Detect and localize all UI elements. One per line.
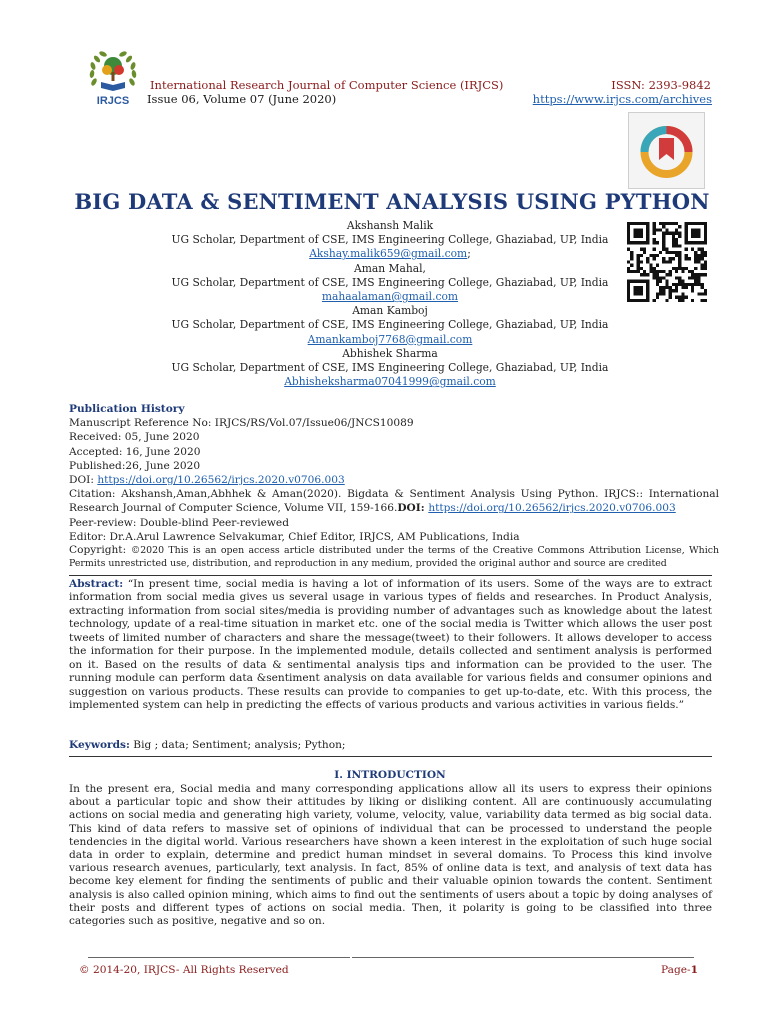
issn: ISSN: 2393-9842 bbox=[611, 78, 711, 92]
page-label: Page- bbox=[661, 964, 691, 976]
author-name: Abhishek Sharma bbox=[342, 346, 438, 360]
author-email[interactable]: Akshay.malik659@gmail.com bbox=[309, 247, 468, 261]
section-heading-introduction: I. INTRODUCTION bbox=[334, 769, 446, 781]
crossref-badge-icon[interactable] bbox=[628, 112, 705, 189]
manuscript-reference: Manuscript Reference No: IRJCS/RS/Vol.07/Issue06/JNCS10089 bbox=[69, 417, 414, 430]
author-name: Aman Mahal, bbox=[354, 261, 426, 275]
publication-history-heading: Publication History bbox=[69, 403, 185, 415]
citation bbox=[69, 487, 719, 515]
citation-doi-link[interactable]: https://doi.org/10.26562/irjcs.2020.v0706.003 bbox=[428, 502, 676, 515]
doi-label: DOI: bbox=[69, 474, 98, 487]
page-number bbox=[661, 964, 698, 976]
author-affiliation: UG Scholar, Department of CSE, IMS Engineering College, Ghaziabad, UP, India bbox=[171, 318, 609, 332]
author-email[interactable]: mahaalaman@gmail.com bbox=[321, 290, 459, 304]
author-name: Akshansh Malik bbox=[346, 219, 434, 232]
received-date: Received: 05, June 2020 bbox=[69, 431, 200, 444]
doi-link[interactable]: https://doi.org/10.26562/irjcs.2020.v0706.003 bbox=[97, 474, 345, 487]
paper-title: BIG DATA & SENTIMENT ANALYSIS USING PYTHON bbox=[74, 189, 710, 214]
journal-name: International Research Journal of Computer Science (IRJCS) bbox=[150, 78, 504, 92]
footer-rule-right bbox=[352, 957, 694, 958]
abstract-bottom-rule bbox=[69, 756, 712, 757]
citation-text: Citation: Akshansh,Aman,Abhhek & Aman(2020). Bigdata & Sentiment Analysis Using Python. IRJCS:: International Research Journal of Computer Science, Volume VII, 159-166. bbox=[69, 488, 719, 515]
author-email[interactable]: Amankamboj7768@gmail.com bbox=[307, 332, 473, 346]
qr-code-icon bbox=[627, 222, 707, 302]
archive-link[interactable]: https://www.irjcs.com/archives bbox=[532, 92, 712, 106]
publication-history bbox=[69, 402, 719, 570]
keywords bbox=[69, 739, 345, 751]
author-name: Aman Kamboj bbox=[352, 304, 428, 318]
journal-logo bbox=[80, 46, 146, 108]
copyright-text: ©2020 This is an open access article distributed under the terms of the Creative Commons Attribution License, Which Permits unrestricted use, distribution, and reproduction in any medium, provided the original author and source are credited bbox=[69, 545, 719, 569]
author-affiliation: UG Scholar, Department of CSE, IMS Engineering College, Ghaziabad, UP, India bbox=[171, 275, 609, 289]
author-affiliation: UG Scholar, Department of CSE, IMS Engineering College, Ghaziabad, UP, India bbox=[171, 233, 609, 247]
introduction-paragraph: In the present era, Social media and many corresponding applications allow all its users to express their opinions about a particular topic and show their attitudes by liking or disliking content. All are continuously accumulating actions on social media and generating high variety, volume, velocity, value, variability data termed as big social data. This kind of data refers to massive set of opinions of individual that can be processed to understand the people tendencies in the digital world. Various researchers have shown a keen interest in the exploitation of such huge social data in order to explain, determine and predict human mindset in several domains. To Process this kind involve various research avenues, particularly, text analysis. In fact, 85% of online data is text, and analysis of text data has become key element for finding the sentiments of public and their valuable opinion towards the content. Sentiment analysis is also called opinion mining, which aims to find out the sentiments of users about a topic by doing analyses of their posts and different types of actions on social media. Then, it polarity is going to be classified into three categories such as positive, negative and so on. bbox=[69, 783, 712, 928]
keywords-text: Big ; data; Sentiment; analysis; Python; bbox=[129, 739, 346, 751]
editor: Editor: Dr.A.Arul Lawrence Selvakumar, Chief Editor, IRJCS, AM Publications, India bbox=[69, 530, 520, 543]
issue-info: Issue 06, Volume 07 (June 2020) bbox=[147, 92, 337, 106]
author-affiliation: UG Scholar, Department of CSE, IMS Engineering College, Ghaziabad, UP, India bbox=[171, 361, 609, 375]
author-email[interactable]: Abhisheksharma07041999@gmail.com bbox=[284, 375, 496, 389]
email-separator: ; bbox=[467, 247, 471, 261]
abstract-label: Abstract: bbox=[69, 578, 124, 590]
page-number-value: 1 bbox=[690, 964, 698, 976]
keywords-label: Keywords: bbox=[69, 739, 130, 751]
accepted-date: Accepted: 16, June 2020 bbox=[69, 445, 201, 458]
footer-rule-left bbox=[88, 957, 350, 958]
copyright-notice bbox=[69, 544, 719, 570]
published-date: Published:26, June 2020 bbox=[69, 459, 201, 472]
logo-text: IRJCS bbox=[96, 95, 130, 107]
abstract bbox=[69, 578, 712, 713]
peer-review: Peer-review: Double-blind Peer-reviewed bbox=[69, 516, 289, 529]
abstract-text: “In present time, social media is having a lot of information of its users. Some of the ways are to extract information from social media gives us several usage in various types of fields and researches. In Product Analysis, extracting information from social sites/media is providing number of advantages such as knowledge about the latest technology, update of a real-time situation in market etc. one of the social media is Twitter which allows the user post tweets of limited number of characters and share the message(tweet) to their followers. It allows developer to access the information for their purpose. In the implemented module, details collected and sentiment analysis is performed on it. Based on the results of data & sentimental analysis tips and information can be provided to the user. The running module can perform data &sentiment analysis on data available for various fields and consumer opinions and suggestion on various products. These results can provide to companies to get up-to-date, etc. With this process, the implemented system can help in predicting the effects of various products and various activities in various fields.” bbox=[69, 578, 712, 712]
citation-doi-label: DOI: bbox=[397, 502, 429, 515]
author-block bbox=[130, 219, 650, 389]
copyright-label: Copyright: bbox=[69, 544, 131, 557]
footer-copyright: © 2014-20, IRJCS- All Rights Reserved bbox=[79, 964, 289, 976]
abstract-top-rule bbox=[69, 575, 712, 576]
